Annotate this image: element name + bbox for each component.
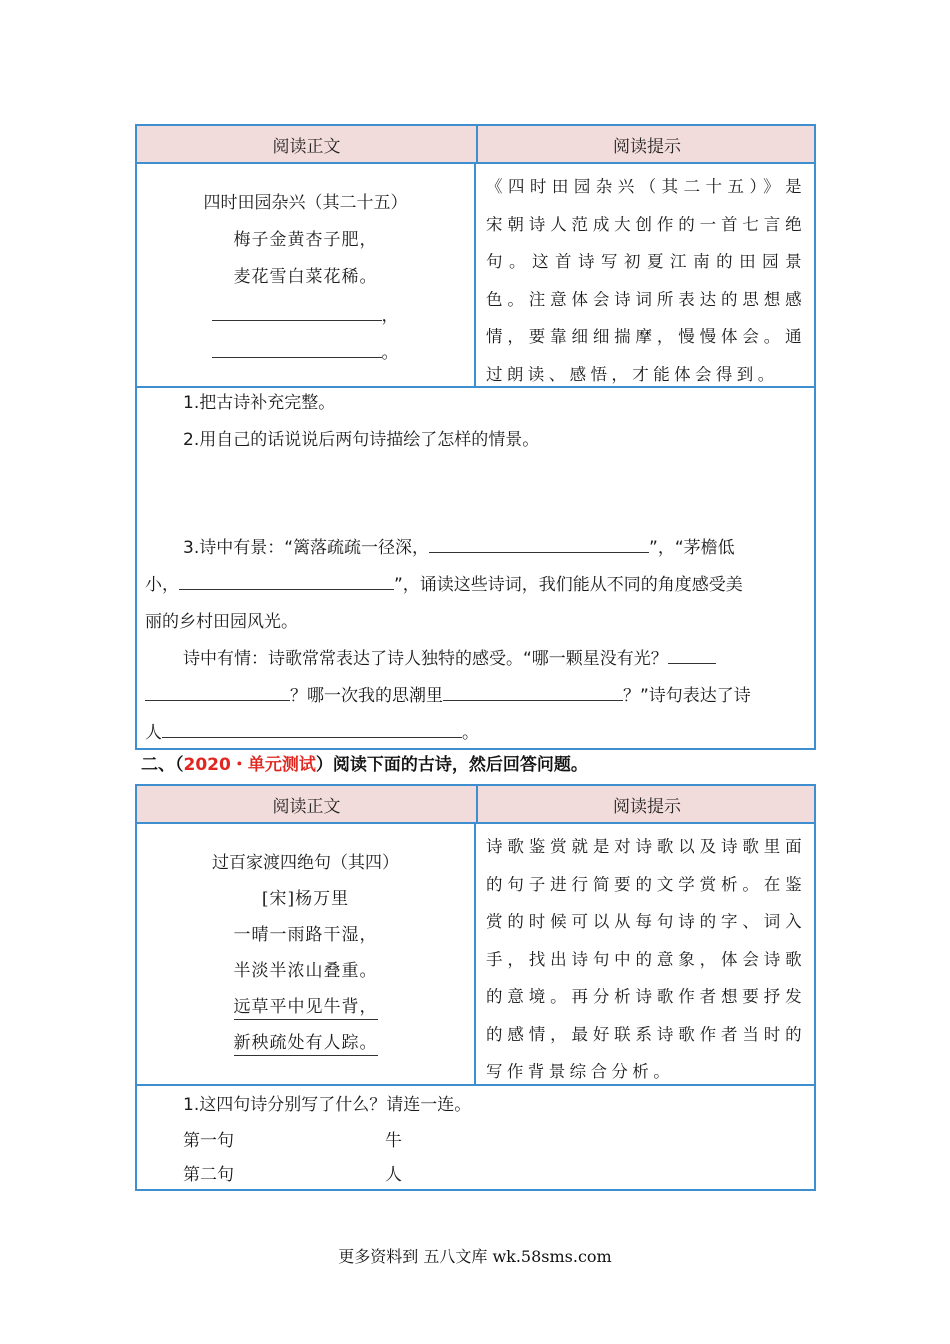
reading-hint: 诗歌鉴赏就是对诗歌以及诗歌里面的句子进行简要的文学赏析。在鉴赏的时候可以从每句诗的字、词入手，找出诗句中的意象，体会诗歌的意境。再分析诗歌作者想要抒发的感情，最好联系诗歌作者当时的写作背景综合分析。: [486, 837, 806, 1081]
fill-blank[interactable]: [179, 573, 394, 590]
match-right-1: 牛: [385, 1131, 402, 1151]
header-reading-hint: 阅读提示: [613, 136, 681, 157]
poem-line: 一晴一雨路干湿，: [233, 925, 378, 945]
poem-blank-line: ，: [137, 299, 474, 338]
reading-hint: 《四时田园杂兴（其二十五）》是宋朝诗人范成大创作的一首七言绝句。这首诗写初夏江南的田园景色。注意体会诗词所表达的思想感情，要靠细细揣摩，慢慢体会。通过朗读、感悟，才能体会得到。: [486, 177, 806, 384]
question-4-line-2: ？哪一次我的思潮里 ？”诗句表达了诗: [145, 681, 751, 706]
question-2: 2.用自己的话说说后两句诗描绘了怎样的情景。: [183, 430, 540, 450]
question-4-line-3: 人 。: [145, 723, 479, 743]
question-3-line-2: 小， ”，诵读这些诗词，我们能从不同的角度感受美: [145, 575, 743, 595]
poem-blank-line: 。: [137, 338, 474, 368]
match-left-1: 第一句: [183, 1131, 234, 1151]
poem-title: 过百家渡四绝句（其四）: [212, 853, 399, 873]
question-1: 1.把古诗补充完整。: [183, 393, 336, 413]
header-reading-text: 阅读正文: [137, 126, 478, 162]
fill-blank[interactable]: [212, 302, 382, 321]
poem-line-underlined: 远草平中见牛背，: [137, 992, 474, 1028]
header-reading-text: 阅读正文: [137, 786, 478, 822]
fill-blank[interactable]: [212, 339, 382, 358]
poem-line: 麦花雪白菜花稀。: [233, 267, 378, 287]
questions-cell: [137, 388, 814, 752]
fill-blank[interactable]: [668, 647, 716, 664]
poem-row: [137, 164, 814, 388]
poem-row: [137, 824, 814, 1086]
fill-blank[interactable]: [145, 684, 290, 701]
poem-line-underlined: 新秧疏处有人踪。: [137, 1028, 474, 1058]
fill-blank[interactable]: [162, 721, 462, 738]
header-reading-hint: 阅读提示: [613, 796, 681, 817]
poem-line: 半淡半浓山叠重。: [233, 961, 378, 981]
poem-author: [宋]杨万里: [261, 889, 350, 909]
fill-blank[interactable]: [443, 684, 623, 701]
question-4-line-1: 诗中有情：诗歌常常表达了诗人独特的感受。“哪一颗星没有光？: [183, 644, 716, 669]
reading-table-1: [135, 124, 816, 750]
match-right-2: 人: [385, 1165, 402, 1185]
poem-line: 梅子金黄杏子肥，: [233, 230, 378, 250]
fill-blank[interactable]: [429, 536, 649, 553]
table-header: [137, 786, 814, 824]
poem-cell: [137, 824, 476, 1084]
source-tag: 2020・单元测试: [183, 755, 316, 775]
table-header: [137, 126, 814, 164]
match-left-2: 第二句: [183, 1165, 234, 1185]
poem-title: 四时田园杂兴（其二十五）: [203, 193, 408, 213]
question-3-line-3: 丽的乡村田园风光。: [145, 612, 298, 632]
poem-cell: [137, 164, 476, 386]
question-1: 1.这四句诗分别写了什么？请连一连。: [183, 1095, 472, 1115]
question-3-line-1: 3.诗中有景：“篱落疏疏一径深， ”，“茅檐低: [183, 538, 735, 558]
questions-cell: [137, 1086, 814, 1191]
reading-table-2: [135, 784, 816, 1191]
footer-link[interactable]: 更多资料到 五八文库 wk.58sms.com: [338, 1247, 612, 1266]
section-2-title: 二、（2020・单元测试）阅读下面的古诗，然后回答问题。: [141, 755, 588, 775]
